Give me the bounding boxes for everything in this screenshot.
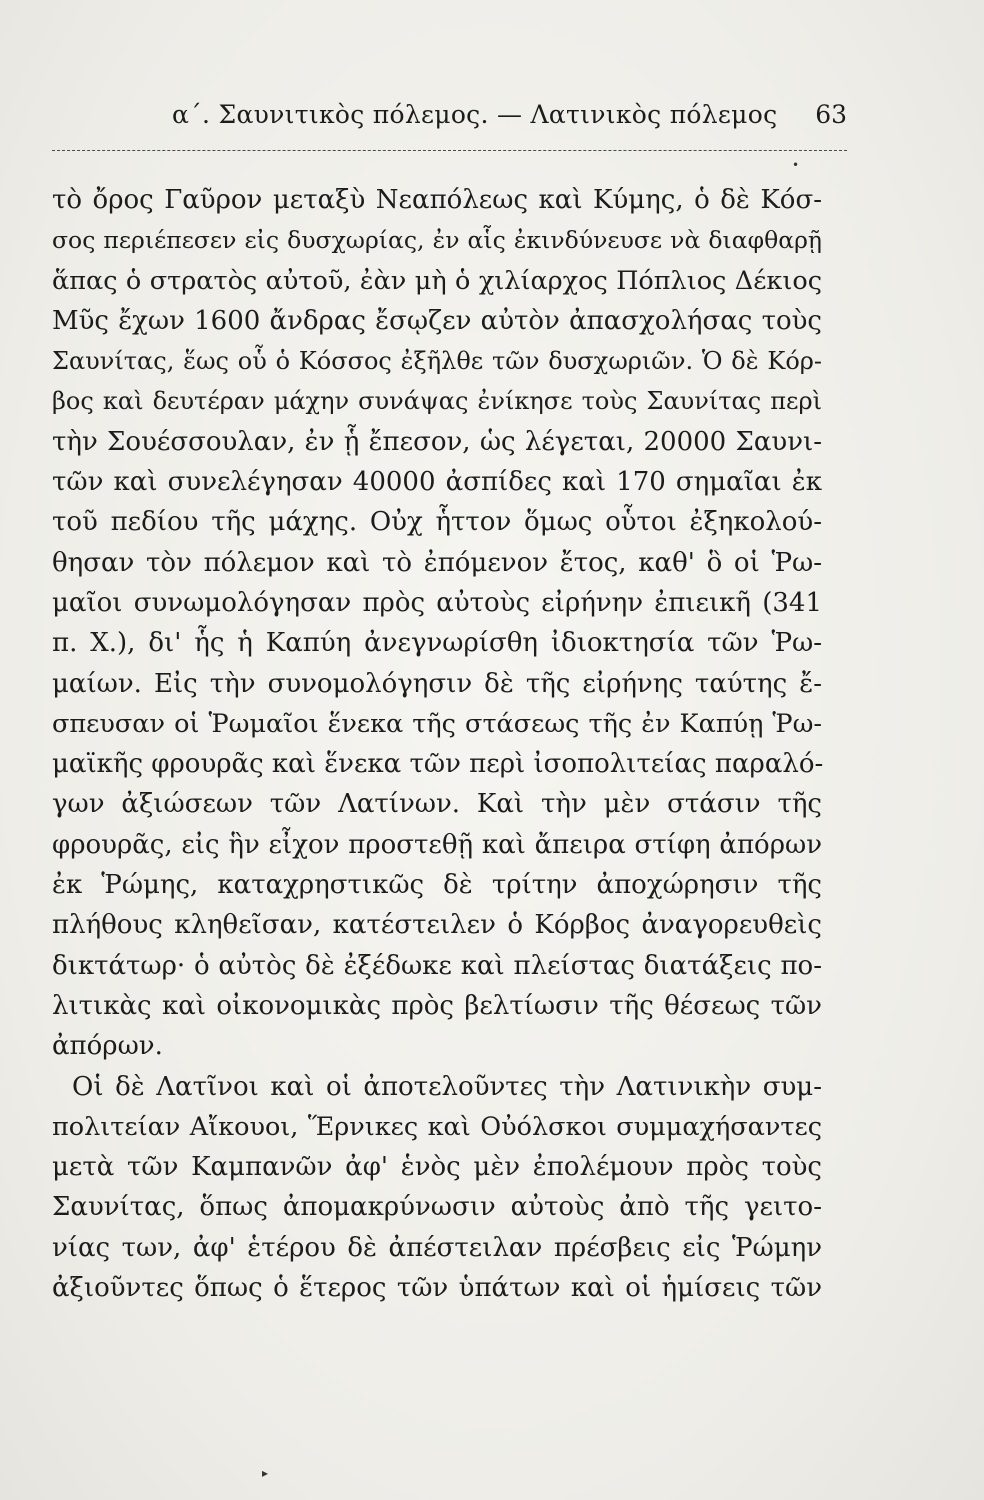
text-line: τὴν Σουέσσουλαν, ἐν ᾗ ἔπεσον, ὡς λέγεται, 20000 Σαυνι- xyxy=(52,426,822,457)
text-line: μαίων. Εἰς τὴν συνομολόγησιν δὲ τῆς εἰρήνης ταύτης ἔ- xyxy=(52,668,822,699)
text-line: μαϊκῆς φρουρᾶς καὶ ἕνεκα τῶν περὶ ἰσοπολιτείας παραλό- xyxy=(52,749,824,780)
text-line: μαῖοι συνωμολόγησαν πρὸς αὐτοὺς εἰρήνην ἐπιεικῆ (341 xyxy=(52,587,822,618)
text-line: ἀπόρων. xyxy=(52,1031,163,1062)
text-line: σπευσαν οἱ Ῥωμαῖοι ἕνεκα τῆς στάσεως τῆς ἐν Καπύῃ Ῥω- xyxy=(52,708,822,739)
text-line: τοῦ πεδίου τῆς μάχης. Οὐχ ἧττον ὅμως οὗτοι ἐξηκολού- xyxy=(52,507,822,538)
text-line: λιτικὰς καὶ οἰκονομικὰς πρὸς βελτίωσιν τῆς θέσεως τῶν xyxy=(52,990,822,1021)
text-line: νίας των, ἀφ' ἑτέρου δὲ ἀπέστειλαν πρέσβεις εἰς Ῥώμην xyxy=(52,1232,822,1263)
text-line: Σαυνίτας, ἕως οὗ ὁ Κόσσος ἐξῆλθε τῶν δυσχωριῶν. Ὁ δὲ Κόρ- xyxy=(52,347,822,376)
text-line: σος περιέπεσεν εἰς δυσχωρίας, ἐν αἷς ἐκινδύνευσε νὰ διαφθαρῇ xyxy=(52,226,822,255)
text-line: Μῦς ἔχων 1600 ἄνδρας ἔσῳζεν αὐτὸν ἀπασχολήσας τοὺς xyxy=(52,305,822,336)
page-number: 63 xyxy=(815,100,847,129)
ink-speck: • xyxy=(792,158,800,172)
text-line: τῶν καὶ συνελέγησαν 40000 ἀσπίδες καὶ 170 σημαῖαι ἐκ xyxy=(52,467,822,498)
text-line: γων ἀξιώσεων τῶν Λατίνων. Καὶ τὴν μὲν στάσιν τῆς xyxy=(52,789,822,820)
text-line: πολιτείαν Αἴκουοι, Ἕρνικες καὶ Οὐόλσκοι συμμαχήσαντες xyxy=(52,1111,822,1142)
paragraph-start-line: Οἱ δὲ Λατῖνοι καὶ οἱ ἀποτελοῦντες τὴν Λατινικὴν συμ- xyxy=(72,1071,822,1102)
text-line: δικτάτωρ· ὁ αὐτὸς δὲ ἐξέδωκε καὶ πλείστας διατάξεις πο- xyxy=(52,950,822,981)
text-line: πλήθους κληθεῖσαν, κατέστειλεν ὁ Κόρβος ἀναγορευθεὶς xyxy=(52,910,822,941)
text-line: μετὰ τῶν Καμπανῶν ἀφ' ἑνὸς μὲν ἐπολέμουν πρὸς τοὺς xyxy=(52,1152,822,1183)
running-header xyxy=(52,100,847,140)
text-line: φρουρᾶς, εἰς ἣν εἶχον προστεθῇ καὶ ἄπειρα στίφη ἀπόρων xyxy=(52,829,822,860)
text-line: θησαν τὸν πόλεμον καὶ τὸ ἐπόμενον ἔτος, καθ' ὃ οἱ Ῥω- xyxy=(52,547,822,578)
text-line: ἐκ Ῥώμης, καταχρηστικῶς δὲ τρίτην ἀποχώρησιν τῆς xyxy=(52,870,822,901)
chapter-title: α΄. Σαυνιτικὸς πόλεμος. — Λατινικὸς πόλεμος xyxy=(172,100,778,129)
ink-speck: ▸ xyxy=(262,1466,269,1480)
text-line: τὸ ὄρος Γαῦρον μεταξὺ Νεαπόλεως καὶ Κύμης, ὁ δὲ Κόσ- xyxy=(52,185,822,215)
text-line: π. Χ.), δι' ἧς ἡ Καπύη ἀνεγνωρίσθη ἰδιοκτησία τῶν Ῥω- xyxy=(52,628,822,659)
body-text xyxy=(52,180,822,1308)
text-line: ἅπας ὁ στρατὸς αὐτοῦ, ἐὰν μὴ ὁ χιλίαρχος Πόπλιος Δέκιος xyxy=(52,265,822,296)
text-line: Σαυνίτας, ὅπως ἀπομακρύνωσιν αὐτοὺς ἀπὸ τῆς γειτο- xyxy=(52,1192,822,1223)
text-line: ἀξιοῦντες ὅπως ὁ ἕτερος τῶν ὑπάτων καὶ οἱ ἡμίσεις τῶν xyxy=(52,1273,822,1304)
text-line: βος καὶ δευτέραν μάχην συνάψας ἐνίκησε τοὺς Σαυνίτας περὶ xyxy=(52,387,822,416)
header-divider xyxy=(52,150,847,151)
